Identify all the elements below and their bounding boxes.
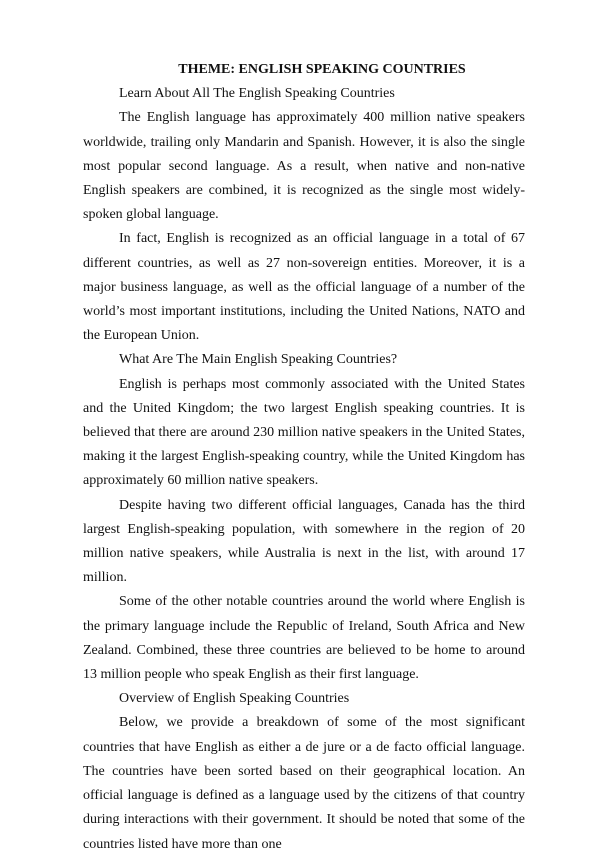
paragraph-official-language: In fact, English is recognized as an official language in a total of 67 different countries, as well as 27 non-sovereign entities. Moreover, it is a major business language, as well as the official language of a number of the world’s most important institutions, including the United Nations, NATO and the European Union.: [83, 231, 525, 344]
section-heading-overview: Overview of English Speaking Countries: [119, 691, 350, 707]
paragraph-canada-australia: Despite having two different official languages, Canada has the third largest English-speaking population, with somewhere in the region of 20 million native speakers, while Australia is next in the list, with around 17 million.: [83, 497, 525, 586]
document-page: [83, 58, 525, 857]
paragraph-breakdown: Below, we provide a breakdown of some of the most significant countries that have English as either a de jure or a de facto official language. The countries have been sorted based on their geographical location. An official language is defined as a language used by the citizens of that country during interactions with their government. It should be noted that some of the countries listed have more than one: [83, 715, 525, 852]
paragraph-us-uk: English is perhaps most commonly associated with the United States and the United Kingdom; the two largest English speaking countries. It is believed that there are around 230 million native speakers in the United States, making it the largest English-speaking country, while the United Kingdom has approximately 60 million native speakers.: [83, 376, 525, 489]
paragraph-native-speakers: The English language has approximately 400 million native speakers worldwide, trailing only Mandarin and Spanish. However, it is also the single most popular second language. As a result, when native and non-native English speakers are combined, it is recognized as the single most widely-spoken global language.: [83, 110, 525, 223]
document-title: THEME: ENGLISH SPEAKING COUNTRIES: [178, 62, 466, 77]
section-heading-learn-about: Learn About All The English Speaking Countries: [119, 86, 395, 102]
paragraph-other-countries: Some of the other notable countries around the world where English is the primary language include the Republic of Ireland, South Africa and New Zealand. Combined, these three countries are believed to be home to around 13 million people who speak English as their first language.: [83, 594, 525, 683]
section-heading-main-countries: What Are The Main English Speaking Countries?: [119, 352, 398, 368]
